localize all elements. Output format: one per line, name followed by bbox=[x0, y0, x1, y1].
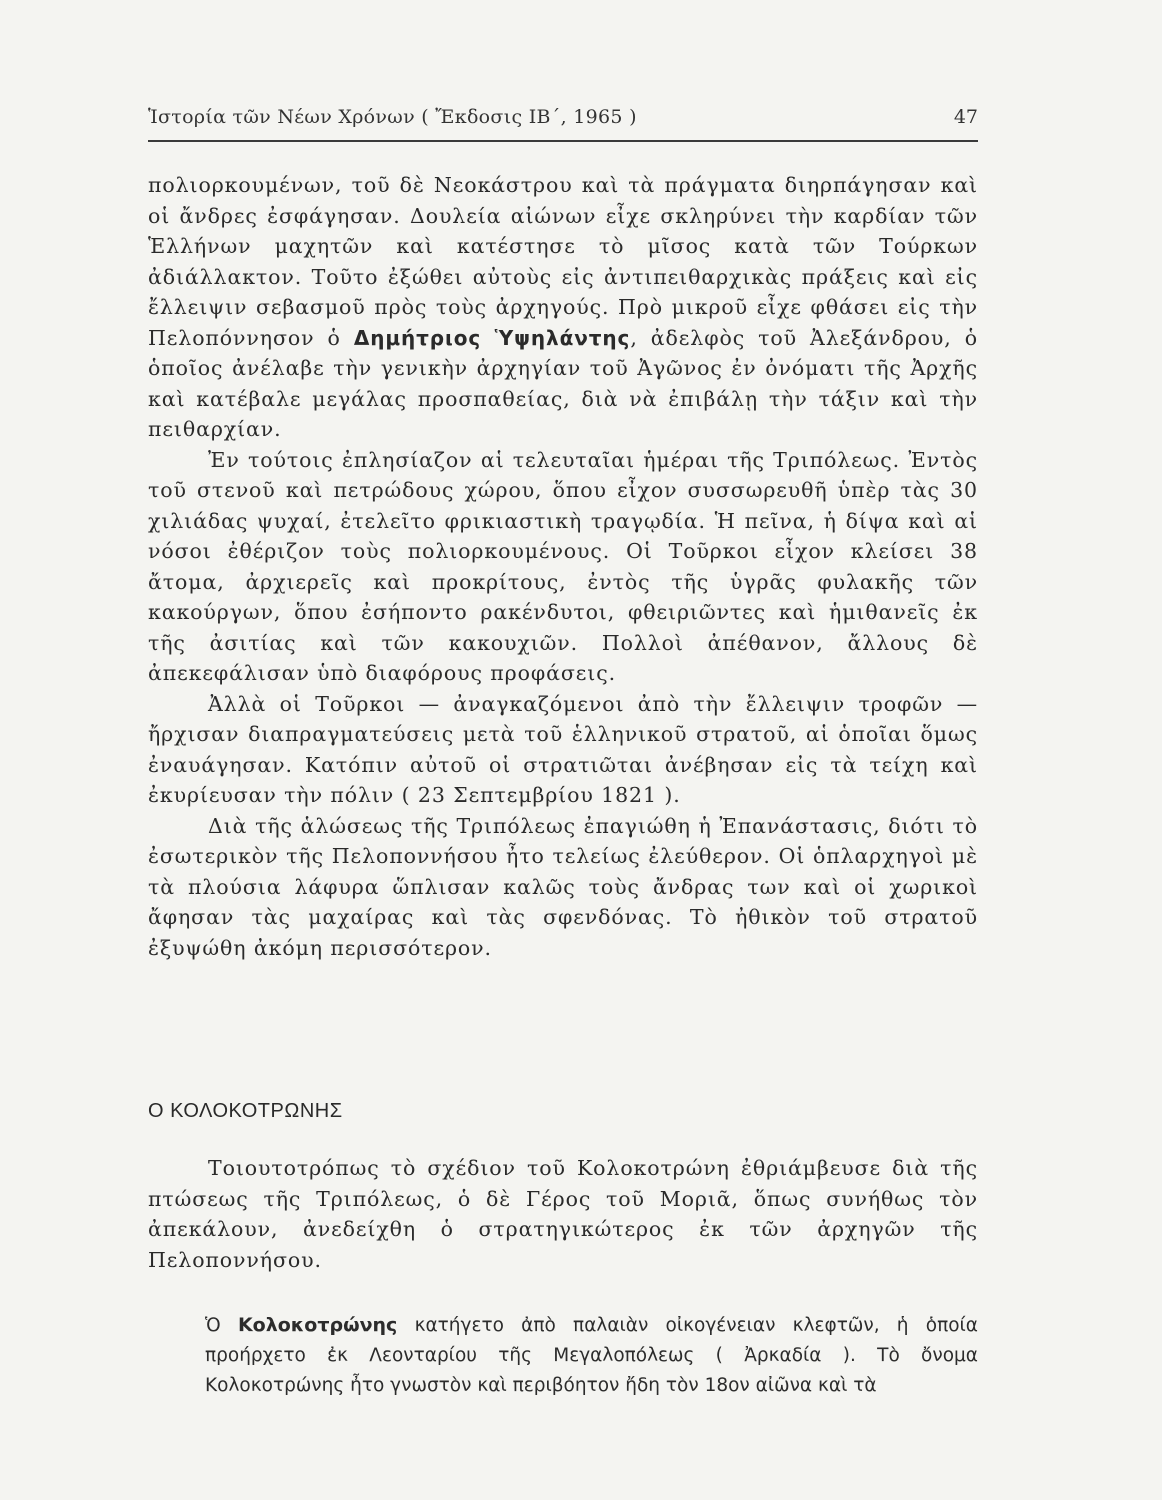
footnote-text: κατήγετο ἀπὸ παλαιὰν οἰκογένειαν κλεφτῶν, ἡ ὁποία προήρχετο ἐκ Λεονταρίου τῆς Μεγαλοπόλεως ( Ἀρκαδία ). Τὸ ὄνομα Κολοκοτρώνης ἦτο γνωστὸν καὶ περιβόητον ἤδη τὸν 18ον αἰῶνα καὶ τὰ bbox=[205, 1315, 979, 1396]
section-body bbox=[148, 1153, 978, 1275]
footnote-bold-name: Κολοκοτρώνης bbox=[237, 1314, 398, 1336]
header-rule bbox=[148, 140, 978, 142]
footnote bbox=[205, 1310, 978, 1401]
page-number: 47 bbox=[953, 106, 978, 128]
section-heading: Ο ΚΟΛΟΚΟΤΡΩΝΗΣ bbox=[148, 1100, 343, 1122]
bold-name-ypsilantis: Δημήτριος Ὑψηλάντης bbox=[353, 325, 631, 350]
paragraph-1 bbox=[148, 170, 978, 445]
paragraph-1-text-b: , ἀδελφὸς τοῦ Ἀλεξάνδρου, ὁ ὁποῖος ἀνέλαβε τὴν γενικὴν ἀρχηγίαν τοῦ Ἀγῶνος ἐν ὀνόματι τῆς Ἀρχῆς καὶ κατέβαλε μεγάλας προσπαθείας, διὰ νὰ ἐπιβάλῃ τὴν τάξιν καὶ τὴν πειθαρχίαν. bbox=[148, 325, 979, 441]
footnote-prefix: Ὁ bbox=[205, 1315, 238, 1336]
paragraph-4: Διὰ τῆς ἁλώσεως τῆς Τριπόλεως ἐπαγιώθη ἡ Ἐπανάστασις, διότι τὸ ἐσωτερικὸν τῆς Πελοποννήσου ἦτο τελείως ἐλεύθερον. Οἱ ὁπλαρχηγοὶ μὲ τὰ πλούσια λάφυρα ὥπλισαν καλῶς τοὺς ἄνδρας των καὶ οἱ χωρικοὶ ἄφησαν τὰς μαχαίρας καὶ τὰς σφενδόνας. Τὸ ἠθικὸν τοῦ στρατοῦ ἐξυψώθη ἀκόμη περισσότερον. bbox=[148, 813, 978, 960]
section-paragraph: Τοιουτοτρόπως τὸ σχέδιον τοῦ Κολοκοτρώνη ἐθριάμβευσε διὰ τῆς πτώσεως τῆς Τριπόλεως, ὁ δὲ Γέρος τοῦ Μοριᾶ, ὅπως συνήθως τὸν ἀπεκάλουν, ἀνεδείχθη ὁ στρατηγικώτερος ἐκ τῶν ἀρχηγῶν τῆς Πελοποννήσου. bbox=[148, 1156, 978, 1272]
running-title: Ἱστορία τῶν Νέων Χρόνων ( Ἔκδοσις ΙΒ΄, 1965 ) bbox=[148, 106, 637, 128]
paragraph-2: Ἐν τούτοις ἐπλησίαζον αἱ τελευταῖαι ἡμέραι τῆς Τριπόλεως. Ἐντὸς τοῦ στενοῦ καὶ πετρώδους χώρου, ὅπου εἶχον συσσωρευθῆ ὑπὲρ τὰς 30 χιλιάδας ψυχαί, ἐτελεῖτο φρικιαστικὴ τραγῳδία. Ἡ πεῖνα, ἡ δίψα καὶ αἱ νόσοι ἐθέριζον τοὺς πολιορκουμένους. Οἱ Τοῦρκοι εἶχον κλείσει 38 ἄτομα, ἀρχιερεῖς καὶ προκρίτους, ἐντὸς τῆς ὑγρᾶς φυλακῆς τῶν κακούργων, ὅπου ἐσήποντο ρακένδυτοι, φθειριῶντες καὶ ἡμιθανεῖς ἐκ τῆς ἀσιτίας καὶ τῶν κακουχιῶν. Πολλοὶ ἀπέθανον, ἄλλους δὲ ἀπεκεφάλισαν ὑπὸ διαφόρους προφάσεις. bbox=[148, 447, 978, 685]
main-text bbox=[148, 170, 978, 963]
paragraph-3: Ἀλλὰ οἱ Τοῦρκοι — ἀναγκαζόμενοι ἀπὸ τὴν ἔλλειψιν τροφῶν — ἤρχισαν διαπραγματεύσεις μετὰ τοῦ ἑλληνικοῦ στρατοῦ, αἱ ὁποῖαι ὅμως ἐναυάγησαν. Κατόπιν αὐτοῦ οἱ στρατιῶται ἀνέβησαν εἰς τὰ τείχη καὶ ἐκυρίευσαν τὴν πόλιν ( 23 Σεπτεμβρίου 1821 ). bbox=[148, 691, 978, 807]
paragraph-1-text-a: πολιορκουμένων, τοῦ δὲ Νεοκάστρου καὶ τὰ πράγματα διηρπάγησαν καὶ οἱ ἄνδρες ἐσφάγησαν. Δουλεία αἰώνων εἶχε σκληρύνει τὴν καρδίαν τῶν Ἑλλήνων μαχητῶν καὶ κατέστησε τὸ μῖσος κατὰ τῶν Τούρκων ἀδιάλλακτον. Τοῦτο ἐξώθει αὐτοὺς εἰς ἀντιπειθαρχικὰς πράξεις καὶ εἰς ἔλλειψιν σεβασμοῦ πρὸς τοὺς ἀρχηγούς. Πρὸ μικροῦ εἶχε φθάσει εἰς τὴν Πελοπόννησον ὁ bbox=[148, 173, 978, 350]
